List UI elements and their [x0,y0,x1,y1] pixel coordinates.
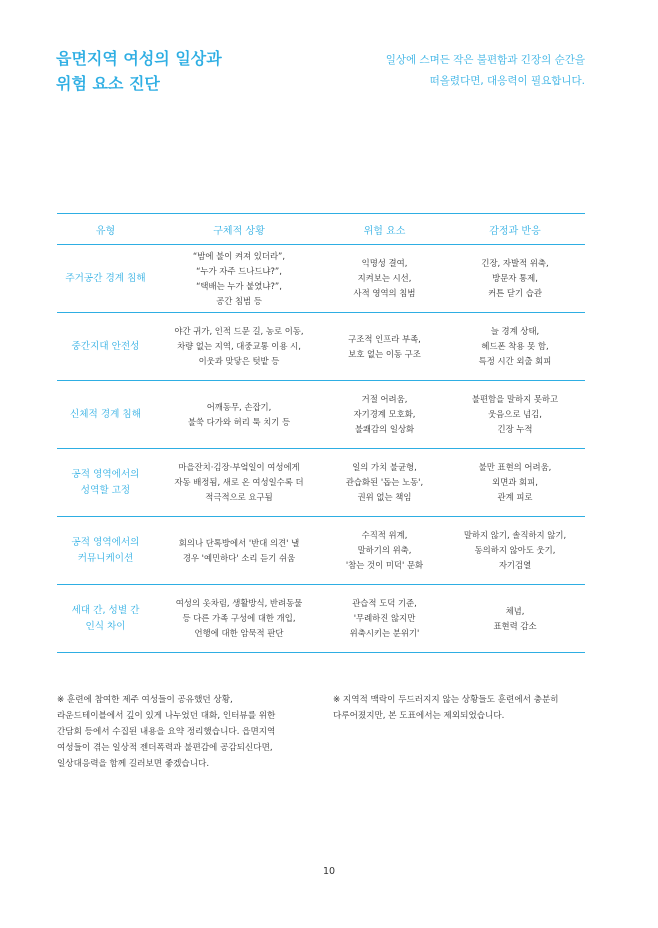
cell-line: 말하기의 위축, [357,545,412,555]
cell-type [57,449,154,517]
header-risk: 위험 요소 [324,214,445,245]
page-title [56,46,316,96]
table-body [57,245,585,653]
cell-line: “누가 자주 드나드냐?”, [196,265,282,276]
cell-line: 수직적 위계, [361,530,408,540]
cell-type [57,585,154,653]
cell-type [57,313,154,381]
cell-line: 야간 귀가, 인적 드문 길, 농로 이동, [174,326,304,336]
footnote-line: 라운드테이블에서 깊이 있게 나누었던 대화, 인터뷰를 위한 [57,711,276,721]
table-row [57,245,585,313]
cell-situation [154,585,324,653]
table-row [57,381,585,449]
cell-line: 불쑥 다가와 허리 툭 치기 등 [187,416,291,427]
cell-line: 커튼 닫기 습관 [488,288,542,298]
title-line: 위험 요소 진단 [56,74,160,93]
cell-line: 거절 어려움, [361,394,408,404]
cell-line: “밤에 불이 켜져 있더라”, [192,250,286,261]
cell-line: 언행에 대한 암묵적 판단 [194,628,284,638]
footnote-line: 다루어졌지만, 본 도표에서는 제외되었습니다. [333,711,505,721]
cell-line: 세대 간, 성별 간 [71,604,140,616]
page-subtitle [285,50,585,92]
cell-situation [154,381,324,449]
cell-risk [324,449,445,517]
cell-emotion [445,585,585,653]
cell-emotion [445,313,585,381]
cell-emotion [445,381,585,449]
cell-type [57,245,154,313]
cell-line: 공적 영역에서의 [71,468,140,480]
header-situation: 구체적 상황 [154,214,324,245]
cell-line: 차량 없는 지역, 대중교통 이용 시, [177,341,301,351]
cell-line: '참는 것이 미덕' 문화 [345,560,424,570]
cell-line: 웃음으로 넘김, [488,409,542,419]
cell-line: 성역할 고정 [80,484,131,496]
header-emotion: 감정과 반응 [445,214,585,245]
cell-line: 어깨동무, 손잡기, [206,401,272,412]
cell-line: 커뮤니케이션 [77,552,134,564]
cell-line: 일의 가치 불균형, [352,462,417,472]
cell-line: 권위 없는 책임 [357,492,412,502]
cell-situation [154,245,324,313]
footnote-line: 여성들이 겪는 일상적 젠더폭력과 불편감에 공감되신다면, [57,743,273,753]
subtitle-line: 떠올렸다면, 대응력이 필요합니다. [429,75,585,87]
cell-situation [154,313,324,381]
cell-line: 여성의 옷차림, 생활방식, 반려동물 [175,598,303,608]
table-row [57,585,585,653]
cell-line: 보호 없는 이동 구조 [348,348,421,359]
cell-line: 적극적으로 요구됨 [205,492,273,502]
cell-line: 불쾌감의 일상화 [354,424,415,434]
cell-risk [324,585,445,653]
cell-risk [324,313,445,381]
cell-emotion [445,517,585,585]
cell-line: 사적 영역의 침범 [353,288,416,298]
cell-line: 불만 표현의 어려움, [478,462,552,472]
cell-line: 체념, [505,605,525,616]
subtitle-line: 일상에 스며든 작은 불편함과 긴장의 순간을 [385,54,585,66]
cell-line: 자기경계 모호화, [353,409,416,419]
cell-line: 회의나 단톡방에서 '반대 의견' 낼 [178,537,300,548]
cell-line: 지켜보는 시선, [357,273,412,283]
cell-line: 구조적 인프라 부족, [348,333,421,344]
cell-line: 위축시키는 분위기' [349,628,420,638]
header-type: 유형 [57,214,154,245]
table-header-row [57,214,585,245]
footnote-line: 간담회 등에서 수집된 내용을 요약 정리했습니다. 읍면지역 [57,727,276,737]
cell-situation [154,449,324,517]
title-line: 읍면지역 여성의 일상과 [56,49,222,68]
cell-line: 불편함을 말하지 못하고 [471,394,559,404]
cell-line: 이웃과 맞닿은 텃밭 등 [198,356,280,366]
cell-line: 헤드폰 착용 못 함, [481,341,549,351]
cell-line: 익명성 결여, [361,258,408,268]
cell-line: 동의하지 않아도 웃기, [474,545,556,555]
page-number: 10 [322,866,336,877]
table-row [57,449,585,517]
cell-line: 공간 침범 등 [216,295,262,306]
cell-line: 중간지대 안전성 [71,340,140,352]
risk-table [57,213,585,653]
cell-line: 경우 '예민하다' 소리 듣기 쉬움 [182,552,296,563]
cell-line: 외면과 회피, [492,477,538,487]
cell-line: 마을잔치·김장·부엌일이 여성에게 [178,462,300,472]
footnote-left [57,692,317,772]
cell-emotion [445,245,585,313]
cell-line: 등 다른 가족 구성에 대한 개입, [182,613,296,623]
cell-line: 관습화된 '돕는 노동', [345,477,424,487]
cell-line: 긴장, 자발적 위축, [481,258,549,268]
cell-line: “택배는 누가 붙였냐?”, [196,280,282,291]
cell-line: 표현력 감소 [493,620,537,631]
cell-line: 특정 시간 외출 회피 [478,356,552,366]
cell-emotion [445,449,585,517]
cell-line: 자동 배정됨, 새로 온 여성일수록 더 [174,477,304,487]
footnote-line: ※ 훈련에 참여한 제주 여성들이 공유했던 상황, [57,695,233,705]
cell-line: 자기검열 [498,560,532,570]
cell-line: '무례하진 않지만 [353,613,416,623]
cell-type [57,517,154,585]
cell-line: 긴장 누적 [497,424,533,434]
cell-line: 관계 피로 [497,492,533,502]
cell-line: 방문자 통제, [492,273,538,283]
footnote-line: ※ 지역적 맥락이 두드러지지 않는 상황들도 훈련에서 충분히 [333,695,559,705]
table-row [57,517,585,585]
cell-type [57,381,154,449]
cell-line: 말하지 않기, 솔직하지 않기, [463,530,567,540]
cell-risk [324,381,445,449]
cell-line: 늘 경계 상태, [490,326,540,336]
cell-line: 인식 차이 [85,620,126,632]
footnote-line: 일상대응력을 함께 길러보면 좋겠습니다. [57,759,210,769]
cell-risk [324,517,445,585]
table-row [57,313,585,381]
cell-line: 공적 영역에서의 [71,536,140,548]
cell-line: 신체적 경계 침해 [70,408,141,420]
footnote-right [333,692,593,724]
cell-situation [154,517,324,585]
cell-line: 관습적 도덕 기준, [352,598,417,608]
cell-line: 주거공간 경계 침해 [65,272,146,284]
cell-risk [324,245,445,313]
